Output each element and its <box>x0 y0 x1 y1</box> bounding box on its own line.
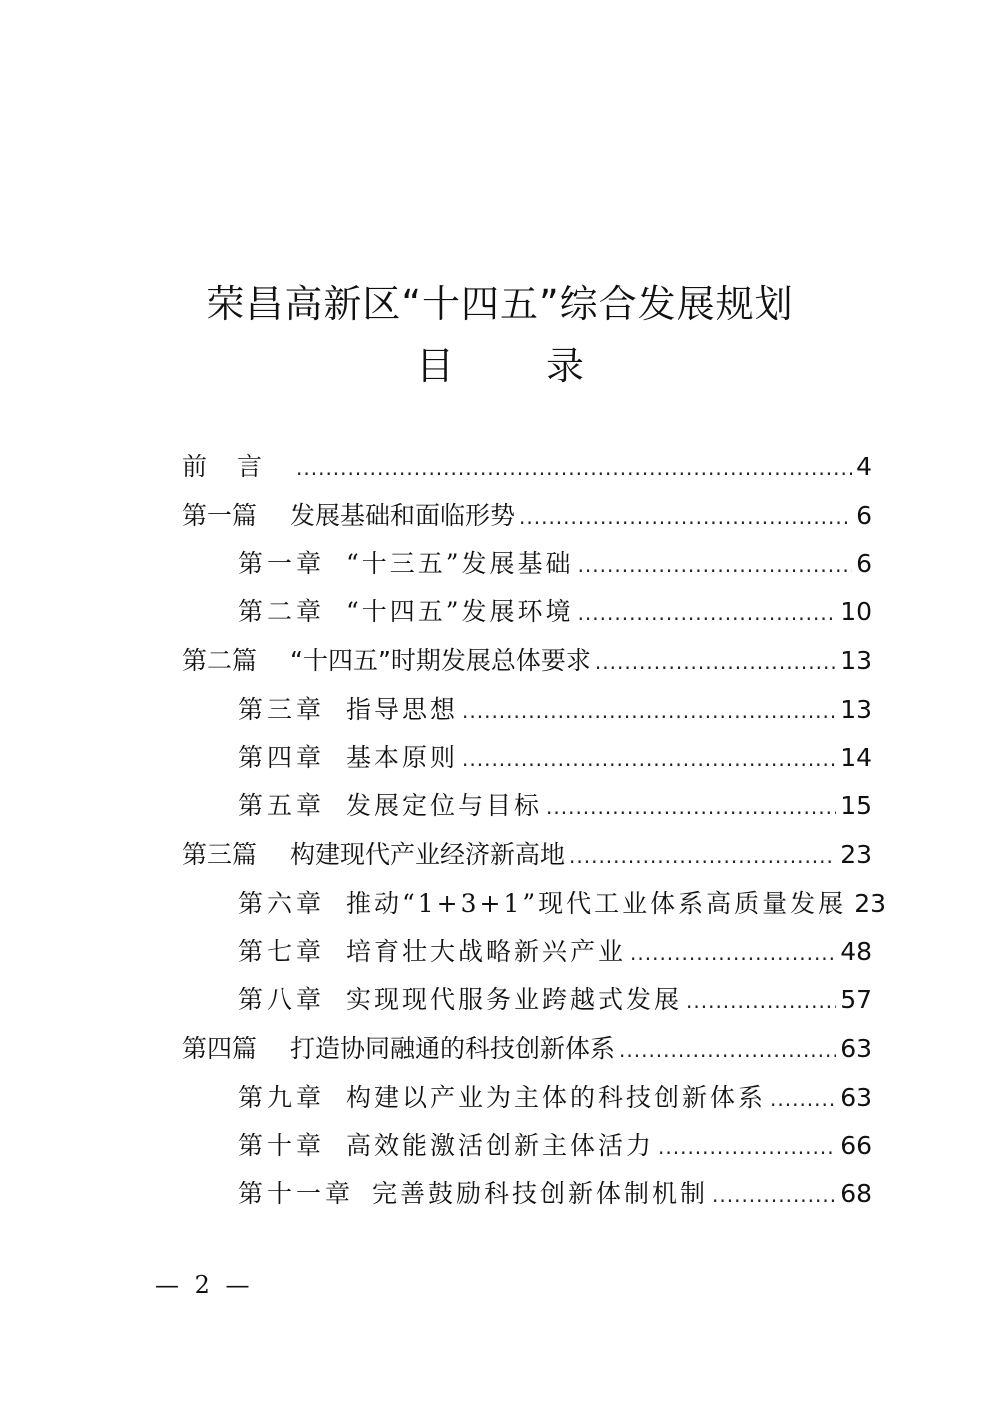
toc-entry-title: 构建现代产业经济新高地 <box>290 840 566 869</box>
toc-entry-chapter-5[interactable] <box>238 782 872 830</box>
toc-entry-title: “十四五”发展环境 <box>346 597 574 626</box>
toc-entry-label: 第一章 <box>238 549 326 578</box>
dot-leader <box>770 1075 836 1123</box>
toc-entry-page: 14 <box>840 743 872 772</box>
toc-entry-chapter-7[interactable] <box>238 928 872 976</box>
toc-entry-chapter-8[interactable] <box>238 976 872 1024</box>
toc-entry-page: 63 <box>840 1034 872 1063</box>
dot-leader <box>569 832 836 880</box>
toc-entry-title: “十三五”发展基础 <box>346 549 574 578</box>
dot-leader <box>578 541 853 589</box>
toc-entry-title: 基本原则 <box>346 743 459 772</box>
toc-entry-chapter-4[interactable] <box>238 734 872 782</box>
toc-entry-page: 10 <box>840 597 872 626</box>
toc-entry-chapter-9[interactable] <box>238 1074 872 1122</box>
toc-entry-page: 23 <box>854 889 886 918</box>
toc-entry-label: 前言 <box>182 452 293 481</box>
toc-entry-label: 第二篇 <box>182 646 258 675</box>
toc-entry-part-1[interactable] <box>182 492 872 540</box>
toc-entry-label: 第四章 <box>238 743 326 772</box>
toc-entry-chapter-1[interactable] <box>238 540 872 588</box>
toc-entry-title: 构建以产业为主体的科技创新体系 <box>346 1083 767 1112</box>
document-title: 荣昌高新区“十四五”综合发展规划 <box>206 282 794 326</box>
dot-leader <box>658 1123 836 1171</box>
toc-entry-label: 第四篇 <box>182 1034 258 1063</box>
toc-entry-title: 实现现代服务业跨越式发展 <box>346 985 683 1014</box>
toc-entry-title: 发展定位与目标 <box>346 791 543 820</box>
toc-entry-title: “十四五”时期发展总体要求 <box>290 646 591 675</box>
toc-entry-title: 高效能激活创新主体活力 <box>346 1131 655 1160</box>
toc-entry-label: 第十章 <box>238 1131 326 1160</box>
toc-entry-page: 15 <box>840 791 872 820</box>
toc-entry-label: 第三篇 <box>182 840 258 869</box>
dot-leader <box>546 783 836 831</box>
toc-entry-label: 第一篇 <box>182 501 258 530</box>
toc-entry-chapter-6[interactable] <box>238 880 886 928</box>
dot-leader <box>462 687 836 735</box>
toc-entry-label: 第二章 <box>238 597 326 626</box>
toc-entry-page: 23 <box>840 840 872 869</box>
toc-entry-part-3[interactable] <box>182 831 872 879</box>
toc-entry-title: 打造协同融通的科技创新体系 <box>290 1034 616 1063</box>
toc-heading: 目 录 <box>415 344 625 388</box>
dot-leader <box>519 493 852 541</box>
toc-entry-title: 发展基础和面临形势 <box>290 501 516 530</box>
dot-leader <box>712 1171 836 1219</box>
dot-leader <box>578 589 837 637</box>
toc-entry-label: 第十一章 <box>238 1179 355 1208</box>
toc-entry-page: 48 <box>840 937 872 966</box>
toc-entry-chapter-2[interactable] <box>238 588 872 636</box>
toc-entry-label: 第六章 <box>238 889 326 918</box>
page-number-footer: — 2 — <box>155 1271 254 1299</box>
toc-entry-page: 4 <box>856 452 872 481</box>
toc-entry-part-4[interactable] <box>182 1025 872 1073</box>
toc-entry-label: 第七章 <box>238 937 326 966</box>
toc-entry-title: 推动“1+3+1”现代工业体系高质量发展 <box>346 889 847 918</box>
toc-entry-label: 第九章 <box>238 1083 326 1112</box>
toc-entry-page: 63 <box>840 1083 872 1112</box>
toc-entry-chapter-10[interactable] <box>238 1122 872 1170</box>
dot-leader <box>296 444 852 492</box>
toc-entry-title: 培育壮大战略新兴产业 <box>346 937 627 966</box>
dot-leader <box>595 638 836 686</box>
dot-leader <box>686 977 836 1025</box>
toc-entry-page: 57 <box>840 985 872 1014</box>
toc-entry-title: 完善鼓励科技创新体制机制 <box>372 1179 709 1208</box>
toc-entry-label: 第八章 <box>238 985 326 1014</box>
toc-entry-chapter-3[interactable] <box>238 686 872 734</box>
toc-entry-preface[interactable] <box>182 443 872 491</box>
toc-entry-label: 第五章 <box>238 791 326 820</box>
toc-entry-chapter-11[interactable] <box>238 1170 872 1218</box>
toc-entry-page: 6 <box>856 549 872 578</box>
toc-entry-page: 13 <box>840 695 872 724</box>
toc-entry-page: 68 <box>840 1179 872 1208</box>
toc-entry-page: 6 <box>856 501 872 530</box>
toc-entry-page: 13 <box>840 646 872 675</box>
dot-leader <box>630 929 836 977</box>
dot-leader <box>462 735 836 783</box>
dot-leader <box>619 1026 836 1074</box>
toc-entry-label: 第三章 <box>238 695 326 724</box>
toc-entry-page: 66 <box>840 1131 872 1160</box>
toc-entry-title: 指导思想 <box>346 695 459 724</box>
toc-entry-part-2[interactable] <box>182 637 872 685</box>
